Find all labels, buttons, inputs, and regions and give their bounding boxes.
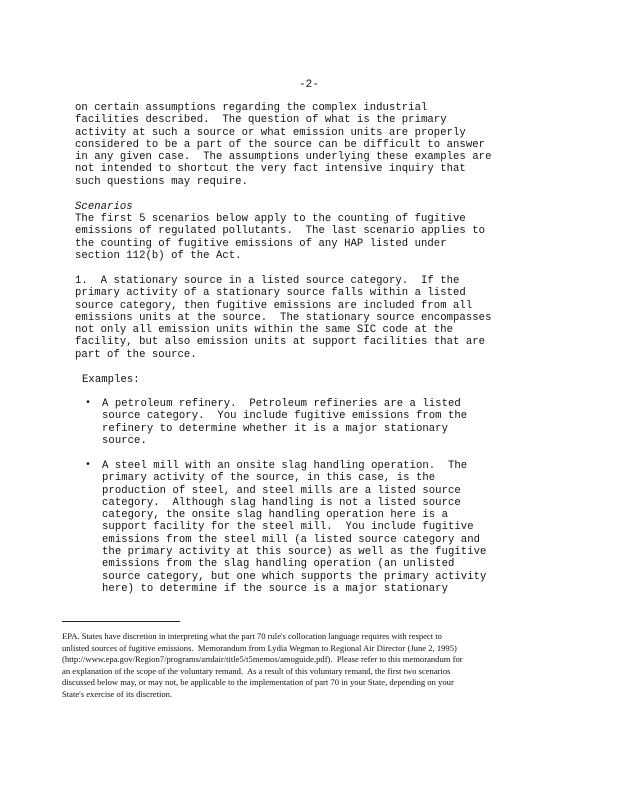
- scenarios-paragraph: The first 5 scenarios below apply to the counting of fugitive emissions of regulated pollutants. The last scenario applies to the counting of fugitive emissions of any HAP listed under section 112(b) of the Act.: [75, 213, 486, 262]
- scenarios-heading: [75, 201, 525, 213]
- item-1-paragraph: 1. A stationary source in a listed source category. If the primary activity of a stationary source falls within a listed source category, then fugitive emissions are included from all emissions units at the source. The stationary source encompasses not only all emission units within the same SIC code at the facility, but also emission units at support facilities that are part of the source.: [75, 275, 492, 361]
- footnote-text: EPA. States have discretion in interpreting what the part 70 rule's collocation language requires with respect to unlisted sources of fugitive emissions. Memorandum from Lydia Wegman to Regional Air Director (June 2, 1995) (http://www.epa.gov/Region7/programs/artdair/title5/t5memos/amoguide.pdf). Please refer to this memorandum for an explanation of the scope of the voluntary remand. As a result of this voluntary remand, the first two scenarios discussed below may, or may not, be applicable to the implementation of part 70 in your State, depending on your State's exercise of its discretion.: [62, 631, 463, 699]
- examples-label: Examples:: [82, 374, 140, 386]
- bullet-item-petroleum-refinery: A petroleum refinery. Petroleum refineries are a listed source category. You include fugitive emissions from the refinery to determine whether it is a major stationary source.: [102, 398, 468, 447]
- bullet-marker: •: [85, 398, 92, 409]
- footnote-divider: [62, 621, 180, 622]
- page-number: -2-: [299, 79, 319, 91]
- intro-paragraph: on certain assumptions regarding the complex industrial facilities described. The question of what is the primary activity at such a source or what emission units are properly considered to be a part of the source can be difficult to answer in any given case. The assumptions underlying these examples are not intended to shortcut the very fact intensive inquiry that such questions may require.: [75, 102, 492, 188]
- bullet-marker: •: [85, 460, 92, 471]
- scenarios-heading-text: Scenarios: [75, 201, 133, 213]
- bullet-item-steel-mill: A steel mill with an onsite slag handling operation. The primary activity of the source, in this case, is the production of steel, and steel mills are a listed source category. Although slag handling is not a listed source category, the onsite slag handling operation here is a support facility for the steel mill. You include fugitive emissions from the steel mill (a listed source category and the primary activity at this source) as well as the fugitive emissions from the slag handling operation (an unlisted source category, but one which supports the primary activity here) to determine if the source is a major stationary: [102, 460, 487, 595]
